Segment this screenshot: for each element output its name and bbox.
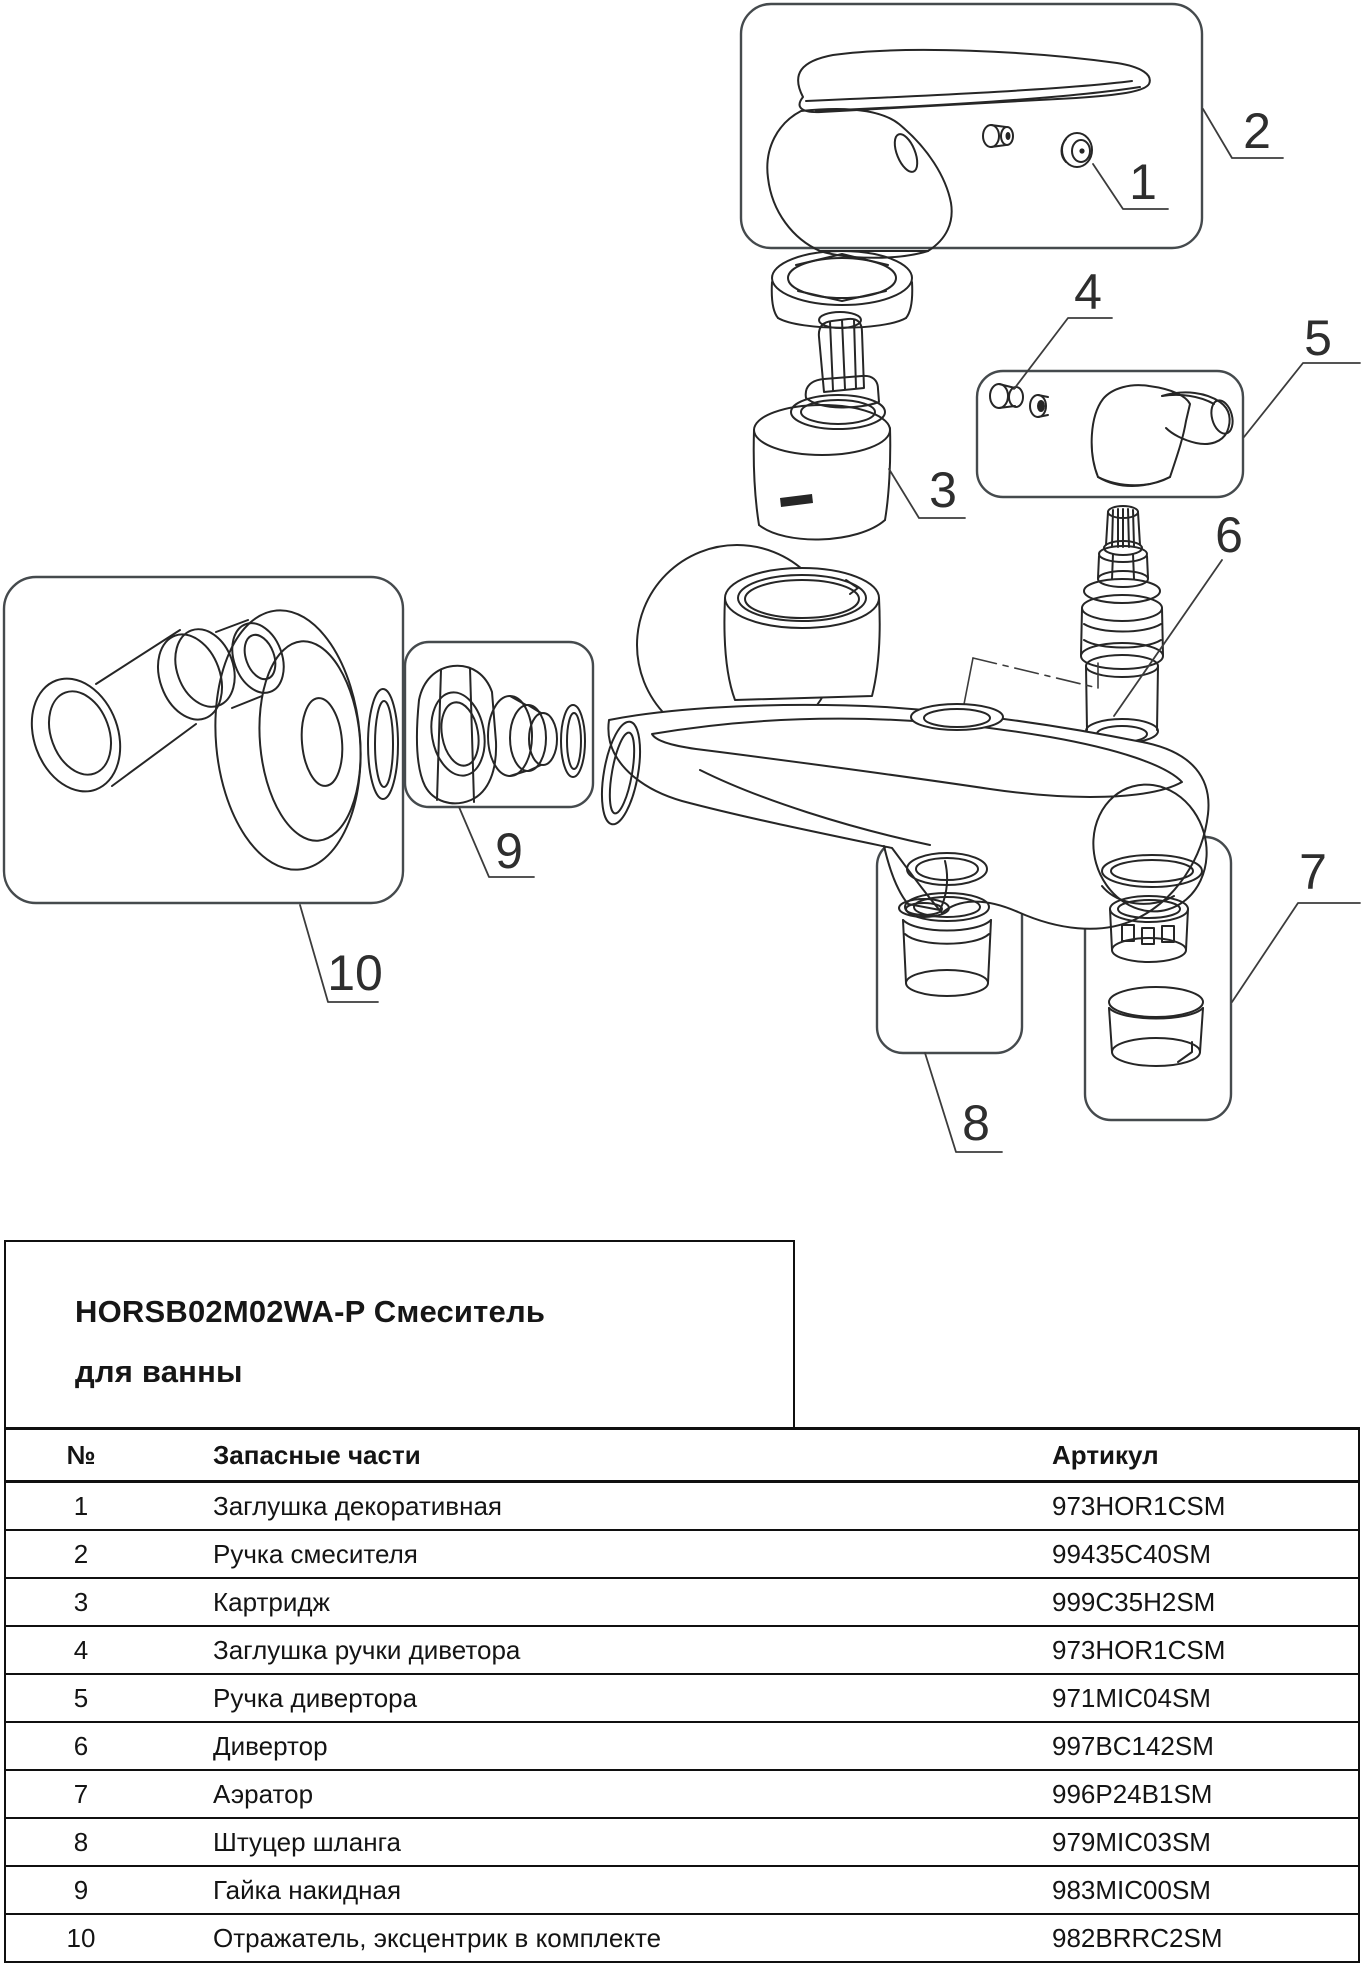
row-name-cell: Ручка смесителя [213,1538,418,1569]
product-title-box [4,1240,795,1427]
row-name-cell: Аэратор [213,1778,314,1809]
cartridge-part [754,312,891,539]
row-name-cell: Отражатель, эксцентрик в комплекте [213,1922,662,1953]
table-row [4,1675,1360,1723]
row-num-cell: 3 [73,1586,89,1617]
row-num-cell: 7 [73,1778,89,1809]
callout-4-label: 4 [1074,264,1102,320]
row-name-cell: Заглушка декоративная [213,1490,502,1521]
row-name-cell: Штуцер шланга [213,1826,401,1857]
parts-table [4,1240,1360,1963]
callout-boxes [4,4,1243,1120]
row-article-cell: 996P24B1SM [1052,1778,1213,1809]
row-num-cell: 4 [73,1634,89,1665]
table-header-row [4,1427,1360,1483]
row-article-cell: 979MIC03SM [1052,1826,1211,1857]
box-nut-group [405,642,593,807]
table-row [4,1771,1360,1819]
table-row [4,1819,1360,1867]
row-num-cell: 5 [73,1682,89,1713]
diverter-part [1081,506,1163,743]
table-row [4,1579,1360,1627]
row-article-cell: 983MIC00SM [1052,1874,1211,1905]
callout-2-label: 2 [1243,103,1271,159]
row-name-cell: Гайка накидная [213,1874,402,1905]
row-article-cell: 99435C40SM [1052,1538,1211,1569]
header-article: Артикул [1052,1439,1159,1470]
row-num-cell: 9 [73,1874,89,1905]
product-title-line2: для ванны [75,1354,243,1389]
row-article-cell: 971MIC04SM [1052,1682,1211,1713]
row-article-cell: 982BRRC2SM [1052,1922,1223,1953]
row-name-cell: Дивертор [213,1730,328,1761]
box-diverter-handle-group [977,371,1243,497]
row-num-cell: 8 [73,1826,89,1857]
header-num: № [66,1439,96,1470]
row-name-cell: Картридж [213,1586,330,1617]
table-row [4,1627,1360,1675]
callout-10-label: 10 [327,945,383,1001]
callout-6-label: 6 [1215,507,1243,563]
cap-nut-part [417,666,585,804]
table-body [4,1483,1360,1963]
callout-3-label: 3 [929,462,957,518]
table-row [4,1723,1360,1771]
row-num-cell: 6 [73,1730,89,1761]
callout-9-label: 9 [495,823,523,879]
diverter-handle-part [990,384,1236,486]
table-row [4,1915,1360,1963]
table-row [4,1483,1360,1531]
row-article-cell: 997BC142SM [1052,1730,1214,1761]
table-row [4,1531,1360,1579]
box-reflector-group [4,577,403,903]
handle-ring-nut [772,251,913,328]
row-name-cell: Заглушка ручки диветора [213,1634,521,1665]
row-article-cell: 999C35H2SM [1052,1586,1216,1617]
callout-1-label: 1 [1129,154,1157,210]
header-parts: Запасные части [213,1439,421,1470]
callout-5-label: 5 [1304,310,1332,366]
row-article-cell: 973HOR1CSM [1052,1490,1226,1521]
row-num-cell: 10 [66,1922,96,1953]
decorative-plug-part [983,125,1092,167]
product-title-line1: HORSB02M02WA-P Смеситель [75,1294,546,1329]
row-num-cell: 2 [73,1538,89,1569]
row-name-cell: Ручка дивертора [213,1682,418,1713]
row-article-cell: 973HOR1CSM [1052,1634,1226,1665]
callout-8-label: 8 [962,1095,990,1151]
row-num-cell: 1 [73,1490,89,1521]
callout-7-label: 7 [1299,844,1327,900]
table-row [4,1867,1360,1915]
reflector-eccentric-part [17,604,398,876]
box-handle-group [741,4,1202,248]
